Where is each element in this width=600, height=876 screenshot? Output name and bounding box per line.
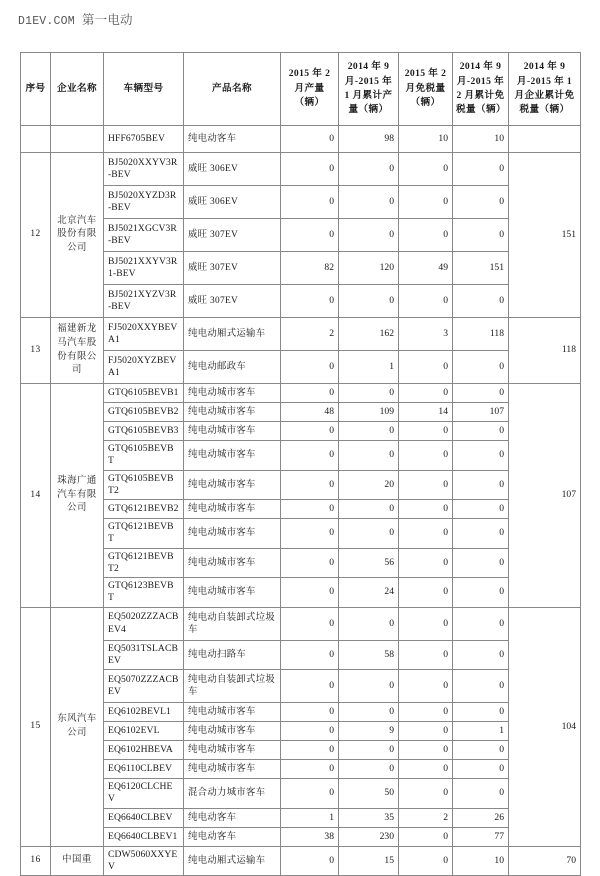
column-header-enterprise-cumulative-tax-exempt: 2014 年 9 月-2015 年 1 月企业累计免税量（辆） [509,53,581,126]
cell-cumulative-output: 35 [339,808,399,827]
cell-cumulative-output: 0 [339,607,399,640]
cell-feb-2015-tax-exempt: 0 [399,219,453,252]
cell-sequence-number: 16 [21,846,51,876]
cell-vehicle-model: HFF6705BEV [104,126,184,153]
cell-feb-2015-tax-exempt: 14 [399,403,453,422]
cell-feb-2015-output: 0 [281,519,339,549]
table-body [21,126,581,876]
cell-cumulative-output: 0 [339,441,399,471]
cell-feb-2015-output: 82 [281,252,339,285]
cell-product-name: 威旺 307EV [184,219,281,252]
table-row [21,500,581,519]
cell-cumulative-output: 0 [339,285,399,318]
cell-vehicle-model: BJ5021XYZV3R-BEV [104,285,184,318]
cell-cumulative-tax-exempt: 0 [453,153,509,186]
cell-enterprise-cumulative-tax-exempt: 151 [509,153,581,318]
cell-feb-2015-tax-exempt: 0 [399,607,453,640]
table-row [21,153,581,186]
cell-enterprise-cumulative-tax-exempt [509,126,581,153]
cell-vehicle-model: GTQ6123BEVBT [104,578,184,608]
cell-cumulative-output: 15 [339,846,399,876]
cell-feb-2015-tax-exempt: 49 [399,252,453,285]
cell-product-name: 纯电动城市客车 [184,500,281,519]
cell-cumulative-tax-exempt: 0 [453,219,509,252]
cell-product-name: 纯电动城市客车 [184,384,281,403]
table-row [21,827,581,846]
cell-product-name: 纯电动城市客车 [184,760,281,779]
table-row [21,403,581,422]
cell-vehicle-model: BJ5021XXYV3R1-BEV [104,252,184,285]
cell-product-name: 纯电动扫路车 [184,640,281,670]
cell-cumulative-tax-exempt: 0 [453,607,509,640]
table-row [21,351,581,384]
vehicle-production-table [20,52,581,876]
cell-product-name: 纯电动城市客车 [184,741,281,760]
cell-sequence-number: 15 [21,607,51,846]
cell-product-name: 纯电动自装卸式垃圾车 [184,670,281,703]
cell-cumulative-tax-exempt: 0 [453,186,509,219]
cell-product-name: 纯电动城市客车 [184,703,281,722]
table-row [21,318,581,351]
cell-vehicle-model: EQ6120CLCHEV [104,779,184,809]
table-row [21,519,581,549]
table-header [21,53,581,126]
cell-enterprise-cumulative-tax-exempt: 104 [509,607,581,846]
cell-feb-2015-tax-exempt: 0 [399,827,453,846]
cell-cumulative-tax-exempt: 10 [453,126,509,153]
cell-feb-2015-tax-exempt: 0 [399,500,453,519]
cell-feb-2015-tax-exempt: 10 [399,126,453,153]
table-row [21,670,581,703]
cell-feb-2015-output: 48 [281,403,339,422]
cell-feb-2015-tax-exempt: 0 [399,153,453,186]
cell-enterprise-cumulative-tax-exempt: 118 [509,318,581,384]
cell-cumulative-tax-exempt: 0 [453,779,509,809]
cell-cumulative-output: 0 [339,519,399,549]
table-row [21,846,581,876]
cell-cumulative-tax-exempt: 0 [453,351,509,384]
cell-cumulative-output: 230 [339,827,399,846]
cell-product-name: 纯电动城市客车 [184,441,281,471]
cell-vehicle-model: CDW5060XXYEV [104,846,184,876]
cell-vehicle-model: EQ5020ZZZACBEV4 [104,607,184,640]
cell-feb-2015-tax-exempt: 0 [399,384,453,403]
cell-vehicle-model: GTQ6105BEVBT [104,441,184,471]
cell-feb-2015-tax-exempt: 0 [399,186,453,219]
column-header-model: 车辆型号 [104,53,184,126]
cell-feb-2015-output: 0 [281,153,339,186]
cell-product-name: 纯电动城市客车 [184,470,281,500]
cell-vehicle-model: BJ5021XGCV3R-BEV [104,219,184,252]
cell-feb-2015-tax-exempt: 0 [399,640,453,670]
cell-feb-2015-tax-exempt: 3 [399,318,453,351]
cell-cumulative-tax-exempt: 0 [453,703,509,722]
cell-cumulative-output: 58 [339,640,399,670]
cell-product-name: 纯电动自装卸式垃圾车 [184,607,281,640]
site-brand: 第一电动 [81,13,133,27]
cell-vehicle-model: BJ5020XYZD3R-BEV [104,186,184,219]
table-row [21,285,581,318]
cell-product-name: 威旺 307EV [184,285,281,318]
cell-feb-2015-output: 0 [281,285,339,318]
table-row [21,741,581,760]
cell-feb-2015-output: 0 [281,186,339,219]
cell-cumulative-output: 24 [339,578,399,608]
cell-product-name: 威旺 307EV [184,252,281,285]
cell-vehicle-model: EQ6102EVL [104,722,184,741]
column-header-company: 企业名称 [51,53,104,126]
table-row [21,470,581,500]
cell-vehicle-model: EQ6110CLBEV [104,760,184,779]
cell-feb-2015-tax-exempt: 0 [399,846,453,876]
cell-feb-2015-output: 0 [281,578,339,608]
cell-feb-2015-tax-exempt: 0 [399,519,453,549]
cell-cumulative-output: 50 [339,779,399,809]
cell-feb-2015-output: 0 [281,846,339,876]
cell-company-name [51,126,104,153]
column-header-cumulative-tax-exempt: 2014 年 9 月-2015 年 2 月累计免税量（辆） [453,53,509,126]
cell-feb-2015-tax-exempt: 2 [399,808,453,827]
cell-product-name: 纯电动厢式运输车 [184,318,281,351]
table-row [21,422,581,441]
cell-product-name: 纯电动客车 [184,126,281,153]
cell-cumulative-output: 0 [339,186,399,219]
cell-cumulative-tax-exempt: 0 [453,500,509,519]
cell-vehicle-model: EQ5070ZZZACBEV [104,670,184,703]
table-row [21,779,581,809]
cell-cumulative-output: 0 [339,219,399,252]
cell-cumulative-tax-exempt: 10 [453,846,509,876]
cell-cumulative-tax-exempt: 26 [453,808,509,827]
cell-cumulative-tax-exempt: 107 [453,403,509,422]
table-row [21,252,581,285]
cell-product-name: 纯电动客车 [184,808,281,827]
cell-product-name: 威旺 306EV [184,186,281,219]
cell-cumulative-output: 0 [339,384,399,403]
column-header-product: 产品名称 [184,53,281,126]
cell-feb-2015-tax-exempt: 0 [399,285,453,318]
cell-feb-2015-output: 0 [281,722,339,741]
cell-cumulative-output: 162 [339,318,399,351]
cell-cumulative-tax-exempt: 118 [453,318,509,351]
cell-vehicle-model: BJ5020XXYV3R-BEV [104,153,184,186]
cell-product-name: 纯电动城市客车 [184,548,281,578]
cell-product-name: 混合动力城市客车 [184,779,281,809]
cell-cumulative-tax-exempt: 0 [453,760,509,779]
cell-sequence-number: 13 [21,318,51,384]
cell-vehicle-model: EQ6640CLBEV1 [104,827,184,846]
cell-sequence-number [21,126,51,153]
cell-cumulative-tax-exempt: 0 [453,285,509,318]
cell-cumulative-tax-exempt: 0 [453,670,509,703]
cell-sequence-number: 12 [21,153,51,318]
cell-vehicle-model: EQ5031TSLACBEV [104,640,184,670]
cell-cumulative-output: 98 [339,126,399,153]
cell-vehicle-model: EQ6102BEVL1 [104,703,184,722]
cell-feb-2015-output: 0 [281,741,339,760]
cell-feb-2015-output: 0 [281,703,339,722]
cell-feb-2015-output: 0 [281,219,339,252]
table-header-row [21,53,581,126]
cell-cumulative-output: 20 [339,470,399,500]
cell-product-name: 威旺 306EV [184,153,281,186]
cell-cumulative-output: 0 [339,500,399,519]
table-row [21,384,581,403]
cell-enterprise-cumulative-tax-exempt: 107 [509,384,581,608]
cell-feb-2015-tax-exempt: 0 [399,441,453,471]
vehicle-production-table-container [20,52,580,876]
cell-cumulative-output: 0 [339,153,399,186]
cell-cumulative-tax-exempt: 151 [453,252,509,285]
cell-feb-2015-tax-exempt: 0 [399,422,453,441]
cell-vehicle-model: GTQ6105BEVB3 [104,422,184,441]
cell-feb-2015-tax-exempt: 0 [399,578,453,608]
cell-cumulative-output: 109 [339,403,399,422]
cell-feb-2015-output: 0 [281,760,339,779]
cell-vehicle-model: EQ6102HBEVA [104,741,184,760]
cell-product-name: 纯电动客车 [184,827,281,846]
cell-feb-2015-output: 2 [281,318,339,351]
cell-cumulative-tax-exempt: 0 [453,384,509,403]
table-row [21,760,581,779]
column-header-seq: 序号 [21,53,51,126]
table-row [21,722,581,741]
cell-feb-2015-tax-exempt: 0 [399,779,453,809]
cell-company-name: 中国重 [51,846,104,876]
cell-cumulative-output: 0 [339,703,399,722]
cell-enterprise-cumulative-tax-exempt: 70 [509,846,581,876]
cell-vehicle-model: GTQ6105BEVB1 [104,384,184,403]
column-header-cumulative-output: 2014 年 9 月-2015 年 1 月累计产量（辆） [339,53,399,126]
table-row [21,703,581,722]
cell-feb-2015-output: 0 [281,422,339,441]
cell-product-name: 纯电动城市客车 [184,422,281,441]
cell-vehicle-model: GTQ6121BEVBT2 [104,548,184,578]
cell-feb-2015-output: 0 [281,640,339,670]
cell-cumulative-output: 1 [339,351,399,384]
cell-cumulative-output: 9 [339,722,399,741]
cell-product-name: 纯电动城市客车 [184,578,281,608]
cell-cumulative-tax-exempt: 0 [453,548,509,578]
site-domain: D1EV.COM [18,15,75,28]
cell-feb-2015-output: 0 [281,500,339,519]
cell-cumulative-tax-exempt: 0 [453,470,509,500]
cell-cumulative-tax-exempt: 1 [453,722,509,741]
table-row [21,126,581,153]
cell-vehicle-model: GTQ6105BEVBT2 [104,470,184,500]
cell-feb-2015-output: 0 [281,126,339,153]
cell-feb-2015-tax-exempt: 0 [399,670,453,703]
cell-vehicle-model: GTQ6121BEVBT [104,519,184,549]
cell-feb-2015-output: 0 [281,548,339,578]
cell-cumulative-output: 0 [339,760,399,779]
cell-vehicle-model: FJ5020XYZBEVA1 [104,351,184,384]
table-row [21,808,581,827]
cell-feb-2015-tax-exempt: 0 [399,351,453,384]
table-row [21,607,581,640]
site-watermark-header [18,10,133,28]
cell-cumulative-tax-exempt: 0 [453,519,509,549]
table-row [21,441,581,471]
column-header-feb-2015-tax-exempt: 2015 年 2 月免税量（辆） [399,53,453,126]
cell-sequence-number: 14 [21,384,51,608]
cell-cumulative-tax-exempt: 77 [453,827,509,846]
cell-product-name: 纯电动邮政车 [184,351,281,384]
cell-feb-2015-output: 0 [281,470,339,500]
cell-feb-2015-tax-exempt: 0 [399,741,453,760]
table-row [21,186,581,219]
cell-vehicle-model: EQ6640CLBEV [104,808,184,827]
cell-company-name: 东风汽车公司 [51,607,104,846]
cell-feb-2015-tax-exempt: 0 [399,760,453,779]
cell-company-name: 福建新龙马汽车股份有限公司 [51,318,104,384]
cell-vehicle-model: GTQ6105BEVB2 [104,403,184,422]
cell-feb-2015-output: 0 [281,670,339,703]
cell-cumulative-tax-exempt: 0 [453,441,509,471]
table-row [21,640,581,670]
cell-feb-2015-output: 0 [281,384,339,403]
cell-cumulative-output: 120 [339,252,399,285]
cell-company-name: 珠海广通汽车有限公司 [51,384,104,608]
cell-feb-2015-tax-exempt: 0 [399,703,453,722]
cell-cumulative-output: 0 [339,422,399,441]
cell-company-name: 北京汽车股份有限公司 [51,153,104,318]
cell-vehicle-model: FJ5020XXYBEVA1 [104,318,184,351]
cell-feb-2015-tax-exempt: 0 [399,722,453,741]
cell-feb-2015-tax-exempt: 0 [399,548,453,578]
table-row [21,548,581,578]
table-row [21,219,581,252]
cell-product-name: 纯电动城市客车 [184,403,281,422]
cell-feb-2015-output: 38 [281,827,339,846]
cell-vehicle-model: GTQ6121BEVB2 [104,500,184,519]
cell-cumulative-output: 56 [339,548,399,578]
table-row [21,578,581,608]
cell-product-name: 纯电动城市客车 [184,722,281,741]
cell-cumulative-output: 0 [339,741,399,760]
cell-feb-2015-output: 0 [281,441,339,471]
cell-cumulative-tax-exempt: 0 [453,578,509,608]
cell-cumulative-tax-exempt: 0 [453,422,509,441]
cell-cumulative-tax-exempt: 0 [453,741,509,760]
cell-feb-2015-tax-exempt: 0 [399,470,453,500]
cell-feb-2015-output: 1 [281,808,339,827]
cell-feb-2015-output: 0 [281,351,339,384]
cell-product-name: 纯电动厢式运输车 [184,846,281,876]
cell-product-name: 纯电动城市客车 [184,519,281,549]
cell-feb-2015-output: 0 [281,779,339,809]
cell-cumulative-output: 0 [339,670,399,703]
column-header-feb-2015-output: 2015 年 2 月产量（辆） [281,53,339,126]
cell-feb-2015-output: 0 [281,607,339,640]
cell-cumulative-tax-exempt: 0 [453,640,509,670]
